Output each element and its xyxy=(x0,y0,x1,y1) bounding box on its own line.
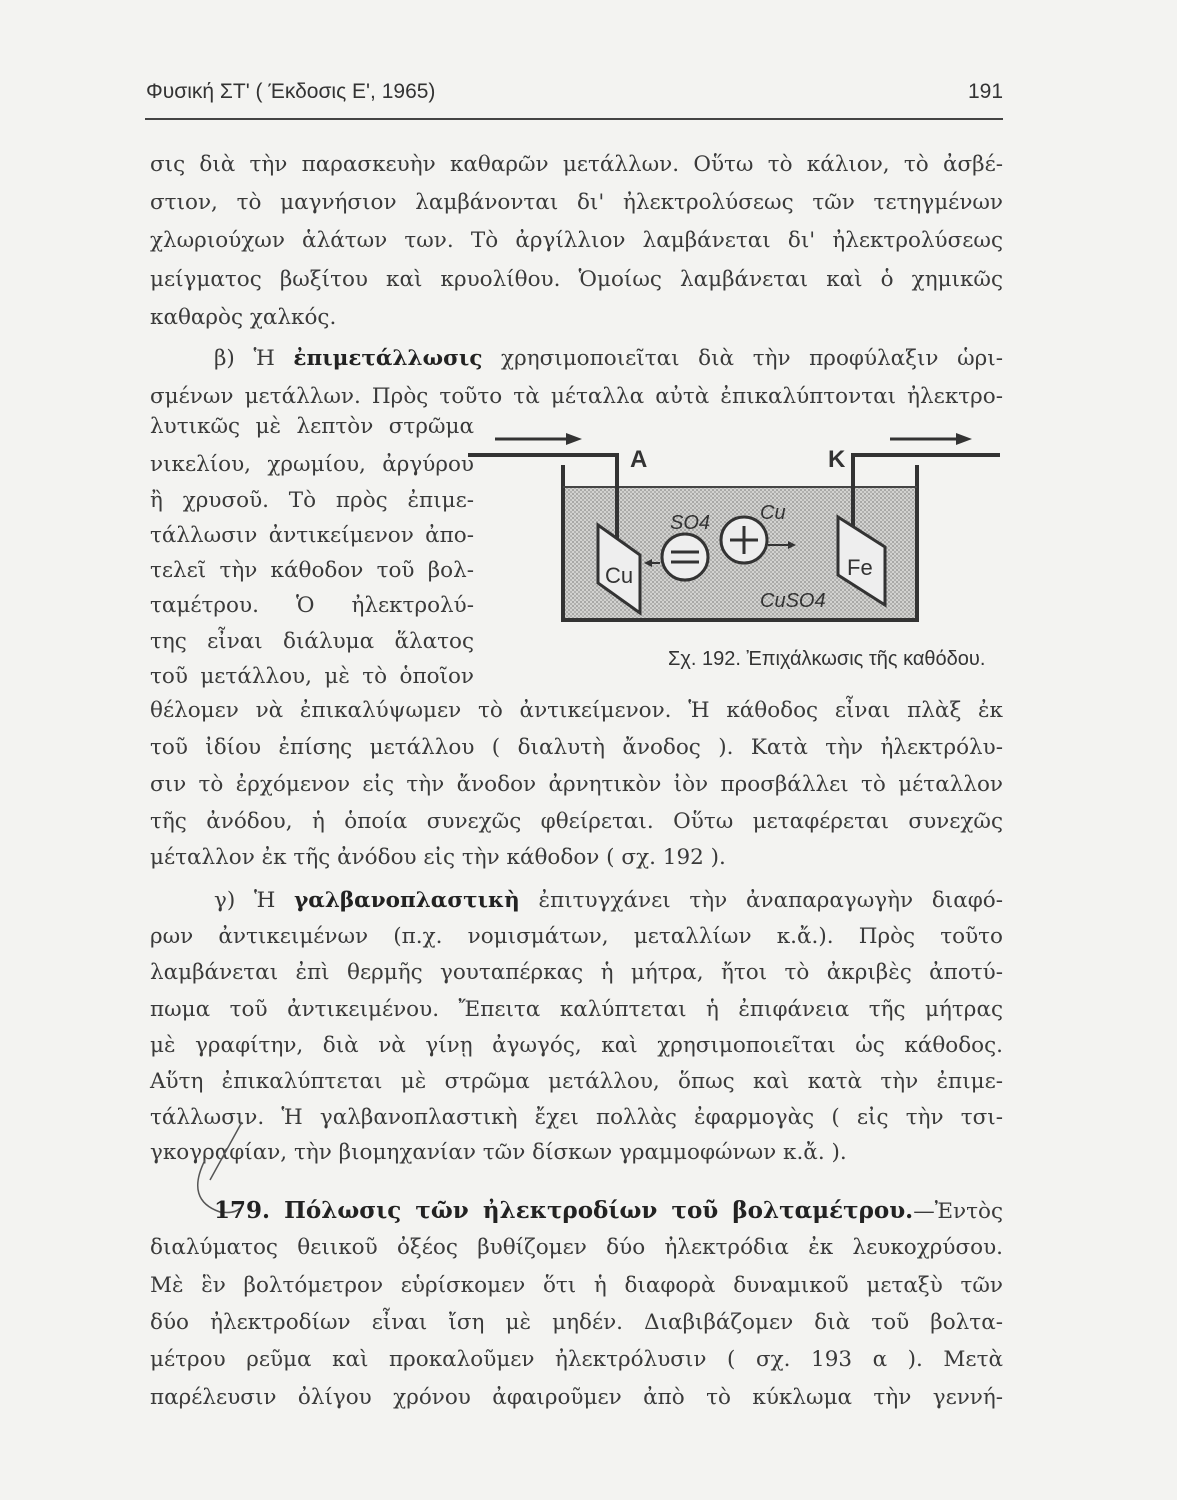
text-line: της εἶναι διάλυμα ἅλατος xyxy=(150,629,474,654)
anode-label: A xyxy=(630,446,648,473)
text-line: μείγματος βωξίτου καὶ κρυολίθου. Ὁμοίως λαμβάνεται καὶ ὁ χημικῶς xyxy=(150,267,1003,292)
text-line: σιν τὸ ἐρχόμενον εἰς τὴν ἄνοδον ἀρνητικὸν ἰὸν προσβάλλει τὸ μέταλλον xyxy=(150,772,1003,797)
text-line: καθαρὸς χαλκός. xyxy=(150,305,337,330)
text-line: τοῦ μετάλλου, μὲ τὸ ὁποῖον xyxy=(150,664,474,689)
text-line: λυτικῶς μὲ λεπτὸν στρῶμα xyxy=(150,414,474,439)
text-line: ρων ἀντικειμένων (π.χ. νομισμάτων, μεταλλίων κ.ἄ.). Πρὸς τοῦτο xyxy=(150,924,1003,949)
text: —Ἐντὸς xyxy=(913,1199,1003,1224)
text: χρησιμοποιεῖται διὰ τὴν προφύλαξιν ὡρι- xyxy=(482,346,1003,371)
figure-caption: Σχ. 192. Ἐπιχάλκωσις τῆς καθόδου. xyxy=(668,648,986,670)
text-line xyxy=(150,1196,1003,1226)
anion-minus-icon xyxy=(662,534,708,580)
text-line: τάλλωσιν ἀντικείμενον ἀπο- xyxy=(150,523,474,548)
text-line xyxy=(150,344,1003,374)
anion-label: SO4 xyxy=(670,512,711,534)
text-line: μέτρου ρεῦμα καὶ προκαλοῦμεν ἠλεκτρόλυσιν ( σχ. 193 α ). Μετὰ xyxy=(150,1347,1003,1372)
text-line: γκογραφίαν, τὴν βιομηχανίαν τῶν δίσκων γραμμοφώνων κ.ἄ. ). xyxy=(150,1140,847,1165)
electrolyte-label: CuSO4 xyxy=(760,590,826,612)
text-line: σμένων μετάλλων. Πρὸς τοῦτο τὰ μέταλλα αὐτὰ ἐπικαλύπτονται ἠλεκτρο- xyxy=(150,384,1003,409)
arrow-in-icon xyxy=(495,433,582,445)
section-heading: 179. Πόλωσις τῶν ἠλεκτροδίων τοῦ βολταμέτρου. xyxy=(214,1197,914,1224)
term-bold: γαλβανοπλαστικὴ xyxy=(294,888,520,913)
text: ἐπιτυγχάνει τὴν ἀναπαραγωγὴν διαφό- xyxy=(519,888,1003,913)
text-line: στιον, τὸ μαγνήσιον λαμβάνονται δι' ἠλεκτρολύσεως τῶν τετηγμένων xyxy=(150,190,1003,215)
page-number: 191 xyxy=(968,80,1004,103)
text: γ) Ἡ xyxy=(214,888,295,913)
text-line: τοῦ ἰδίου ἐπίσης μετάλλου ( διαλυτὴ ἄνοδος ). Κατὰ τὴν ἠλεκτρόλυ- xyxy=(150,735,1003,760)
text-line: χλωριούχων ἁλάτων των. Τὸ ἀργίλλιον λαμβάνεται δι' ἠλεκτρολύσεως xyxy=(150,228,1003,253)
header-rule xyxy=(145,118,1003,120)
text-line: Μὲ ἓν βολτόμετρον εὑρίσκομεν ὅτι ἡ διαφορὰ δυναμικοῦ μεταξὺ τῶν xyxy=(150,1273,1003,1298)
figure-electroplating-diagram xyxy=(460,425,1020,685)
text-line: τελεῖ τὴν κάθοδον τοῦ βολ- xyxy=(150,558,474,583)
text-line: ἢ χρυσοῦ. Τὸ πρὸς ἐπιμε- xyxy=(150,488,474,513)
anode-plate-label: Cu xyxy=(605,563,634,588)
text-line: τάλλωσιν. Ἡ γαλβανοπλαστικὴ ἔχει πολλὰς ἐφαρμογὰς ( εἰς τὴν τσι- xyxy=(150,1105,1003,1130)
text-line: μέταλλον ἐκ τῆς ἀνόδου εἰς τὴν κάθοδον ( σχ. 192 ). xyxy=(150,845,726,870)
text-line: σις διὰ τὴν παρασκευὴν καθαρῶν μετάλλων. Οὕτω τὸ κάλιον, τὸ ἀσβέ- xyxy=(150,152,1003,177)
text-line: λαμβάνεται ἐπὶ θερμῆς γουταπέρκας ἡ μήτρα, ἤτοι τὸ ἀκριβὲς ἀποτύ- xyxy=(150,960,1003,985)
text-line: δύο ἠλεκτροδίων εἶναι ἴση μὲ μηδέν. Διαβιβάζομεν διὰ τοῦ βολτα- xyxy=(150,1310,1003,1335)
cathode-plate-label: Fe xyxy=(847,555,873,580)
text: β) Ἡ xyxy=(214,346,294,371)
arrow-out-icon xyxy=(890,433,972,445)
text-line xyxy=(150,886,1003,916)
text-line: θέλομεν νὰ ἐπικαλύψωμεν τὸ ἀντικείμενον. Ἡ κάθοδος εἶναι πλὰξ ἐκ xyxy=(150,698,1003,723)
text-line: ταμέτρου. Ὁ ἠλεκτρολύ- xyxy=(150,593,474,618)
text-line: νικελίου, χρωμίου, ἀργύρου xyxy=(150,452,474,477)
text-line: Αὕτη ἐπικαλύπτεται μὲ στρῶμα μετάλλου, ὅπως καὶ κατὰ τὴν ἐπιμε- xyxy=(150,1069,1003,1094)
cathode-label: K xyxy=(828,446,846,473)
text-line: παρέλευσιν ὀλίγου χρόνου ἀφαιροῦμεν ἀπὸ τὸ κύκλωμα τὴν γεννή- xyxy=(150,1385,1003,1410)
term-bold: ἐπιμετάλλωσις xyxy=(293,346,483,371)
text-line: μὲ γραφίτην, διὰ νὰ γίνῃ ἀγωγός, καὶ χρησιμοποιεῖται ὡς κάθοδος. xyxy=(150,1033,1003,1058)
running-title: Φυσική ΣΤ' ( Έκδοσις Ε', 1965) xyxy=(146,80,436,103)
text-line: τῆς ἀνόδου, ἡ ὁποία συνεχῶς φθείρεται. Οὕτω μεταφέρεται συνεχῶς xyxy=(150,809,1003,834)
text-line: διαλύματος θειικοῦ ὀξέος βυθίζομεν δύο ἠλεκτρόδια ἐκ λευκοχρύσου. xyxy=(150,1235,1003,1260)
text-line: πωμα τοῦ ἀντικειμένου. Ἔπειτα καλύπτεται ἡ ἐπιφάνεια τῆς μήτρας xyxy=(150,997,1003,1022)
cation-label: Cu xyxy=(760,502,786,524)
